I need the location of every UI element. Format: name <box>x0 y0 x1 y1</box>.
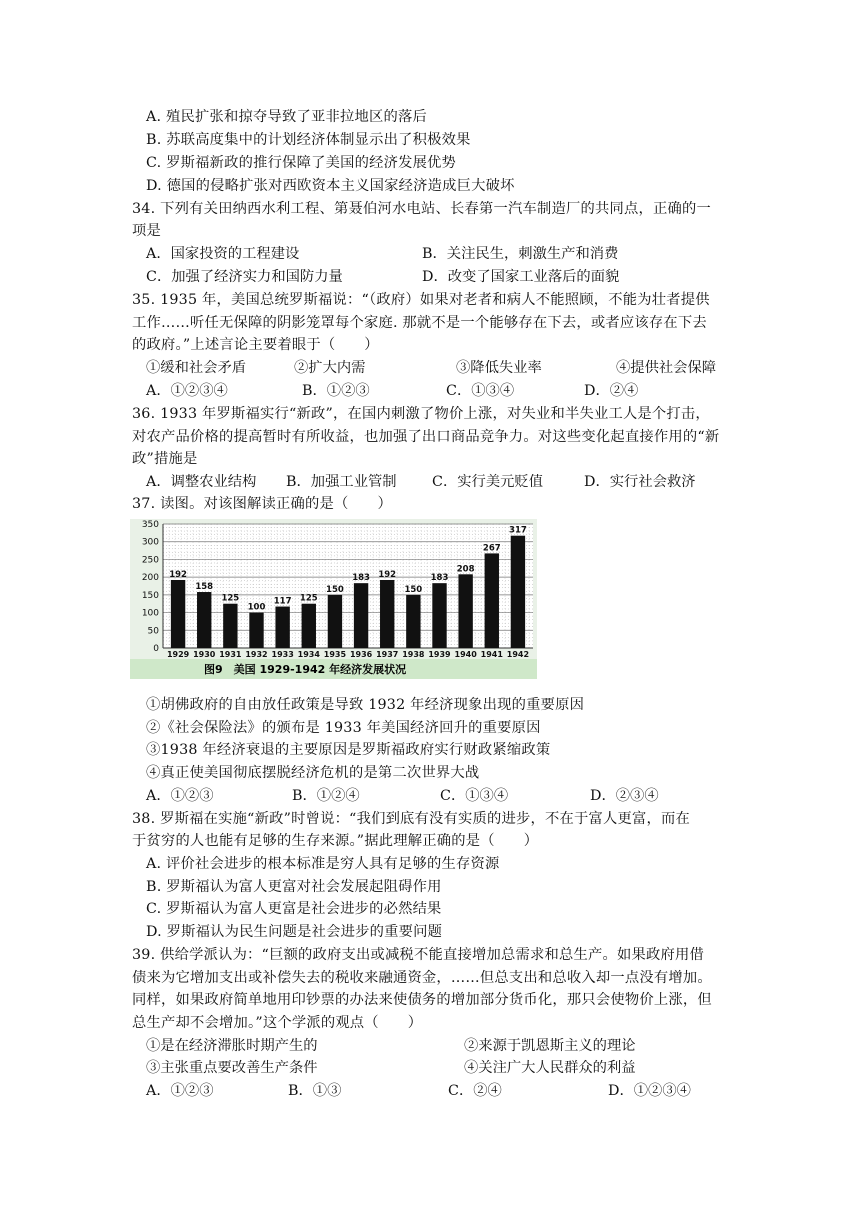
x-tick-label-1941: 1941 <box>480 650 503 659</box>
q36-option-b: B．加强工业管制 <box>286 474 397 490</box>
x-tick-label-1938: 1938 <box>402 650 425 659</box>
q36-option-d: D．实行社会救济 <box>584 474 696 490</box>
y-tick-label: 150 <box>141 590 159 601</box>
chart-svg <box>130 519 537 679</box>
bar-1934 <box>302 604 316 648</box>
q39-item-4: ④关注广大人民群众的利益 <box>464 1060 636 1076</box>
data-label-1934: 125 <box>299 593 318 604</box>
q38-stem-line-2: 于贫穷的人也能有足够的生存来源。”据此理解正确的是（ ） <box>132 833 539 849</box>
data-label-1930: 158 <box>195 582 214 593</box>
y-tick-label: 200 <box>141 573 159 584</box>
x-tick-label-1935: 1935 <box>323 650 347 659</box>
x-tick-label-1929: 1929 <box>166 650 190 659</box>
bar-1940 <box>458 574 472 648</box>
q39-option-a: A．①②③ <box>146 1083 214 1099</box>
q35-stem-line-1: 35. 1935 年，美国总统罗斯福说：“（政府）如果对老者和病人不能照顾，不能为壮者提供 <box>132 292 710 308</box>
q35-items <box>146 358 766 378</box>
bar-1935 <box>328 595 342 648</box>
x-tick-label-1942: 1942 <box>506 650 530 659</box>
q33-option-b: B. 苏联高度集中的计划经济体制显示出了积极效果 <box>146 132 471 148</box>
q35-stem-line-2: 工作……听任无保障的阴影笼罩每个家庭. 那就不是一个能够存在下去，或者应该存在下去 <box>132 315 707 331</box>
q38-option-a: A. 评价社会进步的根本标准是穷人具有足够的生存资源 <box>146 856 500 872</box>
bar-1942 <box>511 536 525 648</box>
q36-stem-line-3: 政”措施是 <box>132 451 198 467</box>
q34-stem-line-1: 34. 下列有关田纳西水利工程、第聂伯河水电站、长春第一汽车制造厂的共同点，正确的一 <box>132 201 711 217</box>
q36-option-a: A．调整农业结构 <box>146 474 257 490</box>
q34-options-row-1 <box>146 244 746 264</box>
y-tick-label: 50 <box>147 626 159 637</box>
q37-item-2: ②《社会保险法》的颁布是 1933 年美国经济回升的重要原因 <box>146 720 541 736</box>
q37-item-4: ④真正使美国彻底摆脱经济危机的是第二次世界大战 <box>146 765 480 781</box>
q37-option-b: B．①②④ <box>292 788 360 804</box>
q36-option-c: C．实行美元贬值 <box>432 474 544 490</box>
q35-option-c: C．①③④ <box>446 383 515 399</box>
data-label-1933: 117 <box>273 596 292 607</box>
data-label-1938: 150 <box>404 584 423 595</box>
x-tick-label-1931: 1931 <box>219 650 242 659</box>
q34-option-b: B．关注民生，刺激生产和消费 <box>422 246 619 262</box>
q34-option-c: C．加强了经济实力和国防力量 <box>146 269 343 285</box>
q35-options <box>146 381 766 401</box>
q38-option-c: C. 罗斯福认为富人更富是社会进步的必然结果 <box>146 901 442 917</box>
q35-stem-line-3: 的政府。”上述言论主要着眼于（ ） <box>132 337 379 353</box>
q39-stem-line-2: 债来为它增加支出或补偿失去的税收来融通资金，……但总支出和总收入却一点没有增加。 <box>132 970 712 986</box>
q35-option-d: D．②④ <box>584 383 639 399</box>
bar-1938 <box>406 595 420 648</box>
bar-1931 <box>223 604 237 648</box>
q33-option-a: A. 殖民扩张和掠夺导致了亚非拉地区的落后 <box>146 109 427 125</box>
x-tick-label-1940: 1940 <box>454 650 477 659</box>
q34-stem-line-2: 项是 <box>132 223 161 239</box>
data-label-1929: 192 <box>169 569 187 580</box>
q35-item-1: ①缓和社会矛盾 <box>146 360 247 376</box>
plot-area <box>163 524 533 648</box>
bar-1939 <box>432 583 446 648</box>
q33-option-c: C. 罗斯福新政的推行保障了美国的经济发展优势 <box>146 155 457 171</box>
q36-stem-line-1: 36. 1933 年罗斯福实行“新政”，在国内刺激了物价上涨，对失业和半失业工人是个打击， <box>132 406 710 422</box>
bar-1929 <box>171 580 185 648</box>
y-tick-label: 350 <box>141 520 159 530</box>
q39-item-1: ①是在经济滞胀时期产生的 <box>146 1038 318 1054</box>
q37-item-3: ③1938 年经济衰退的主要原因是罗斯福政府实行财政紧缩政策 <box>146 742 551 758</box>
q39-item-2: ②来源于凯恩斯主义的理论 <box>464 1038 636 1054</box>
bar-1933 <box>275 607 289 648</box>
q37-option-a: A．①②③ <box>146 788 214 804</box>
data-label-1936: 183 <box>352 573 370 584</box>
data-label-1939: 183 <box>430 573 449 584</box>
q38-option-b: B. 罗斯福认为富人更富对社会发展起阻碍作用 <box>146 879 442 895</box>
q37-stem: 37. 读图。对该图解读正确的是（ ） <box>132 496 393 512</box>
y-tick-label: 250 <box>141 555 159 566</box>
q35-option-b: B．①②③ <box>302 383 370 399</box>
y-tick-label: 300 <box>141 537 159 548</box>
y-tick-label: 100 <box>141 608 159 619</box>
q39-stem-line-3: 同样，如果政府简单地用印钞票的办法来使债务的增加部分货币化，那只会使物价上涨，但 <box>132 992 712 1008</box>
bar-1930 <box>197 592 211 648</box>
data-label-1937: 192 <box>378 569 397 580</box>
chart-title: 图9 美国 1929-1942 年经济发展状况 <box>204 663 407 676</box>
x-tick-label-1930: 1930 <box>193 650 216 659</box>
data-label-1931: 125 <box>221 593 240 604</box>
bar-1932 <box>249 613 263 648</box>
q35-item-4: ④提供社会保障 <box>616 360 717 376</box>
x-tick-label-1939: 1939 <box>428 650 451 659</box>
q39-items-row-1 <box>146 1036 766 1056</box>
x-tick-label-1932: 1932 <box>245 650 268 659</box>
x-tick-label-1937: 1937 <box>376 650 399 659</box>
x-tick-label-1936: 1936 <box>349 650 373 659</box>
q39-items-row-2 <box>146 1058 766 1078</box>
q39-stem-line-1: 39. 供给学派认为：“巨额的政府支出或减税不能直接增加总需求和总生产。如果政府用借 <box>132 947 704 963</box>
bar-1937 <box>380 580 394 648</box>
data-label-1932: 100 <box>247 602 266 613</box>
data-label-1935: 150 <box>326 584 344 595</box>
y-tick-label: 0 <box>153 644 159 654</box>
q39-options <box>146 1081 766 1101</box>
q35-item-2: ②扩大内需 <box>294 360 366 376</box>
q36-options <box>146 472 766 492</box>
bar-1941 <box>485 553 499 648</box>
q37-options <box>146 786 766 806</box>
q37-item-1: ①胡佛政府的自由放任政策是导致 1932 年经济现象出现的重要原因 <box>146 697 585 713</box>
q35-item-3: ③降低失业率 <box>456 360 542 376</box>
q34-option-d: D．改变了国家工业落后的面貌 <box>422 269 620 285</box>
bar-1936 <box>354 583 368 648</box>
q39-option-b: B．①③ <box>288 1083 342 1099</box>
q34-options-row-2 <box>146 267 746 287</box>
data-label-1941: 267 <box>482 543 501 554</box>
q39-option-c: C．②④ <box>448 1083 502 1099</box>
q37-option-c: C．①③④ <box>440 788 509 804</box>
q39-item-3: ③主张重点要改善生产条件 <box>146 1060 318 1076</box>
x-tick-label-1934: 1934 <box>297 650 320 659</box>
q38-stem-line-1: 38. 罗斯福在实施“新政”时曾说：“我们到底有没有实质的进步，不在于富人更富，而在 <box>132 811 690 827</box>
q33-option-d: D. 德国的侵略扩张对西欧资本主义国家经济造成巨大破坏 <box>146 178 515 194</box>
q38-option-d: D. 罗斯福认为民生问题是社会进步的重要问题 <box>146 924 443 940</box>
data-label-1940: 208 <box>456 564 475 575</box>
q34-option-a: A．国家投资的工程建设 <box>146 246 300 262</box>
q36-stem-line-2: 对农产品价格的提高暂时有所收益，也加强了出口商品竞争力。对这些变化起直接作用的“新 <box>132 429 720 445</box>
data-label-1942: 317 <box>509 525 527 536</box>
q39-stem-line-4: 总生产却不会增加。”这个学派的观点（ ） <box>132 1015 423 1031</box>
q37-option-d: D．②③④ <box>590 788 659 804</box>
q39-option-d: D．①②③④ <box>608 1083 691 1099</box>
x-tick-label-1933: 1933 <box>271 650 294 659</box>
us-economy-bar-chart <box>130 519 537 679</box>
q35-option-a: A．①②③④ <box>146 383 228 399</box>
